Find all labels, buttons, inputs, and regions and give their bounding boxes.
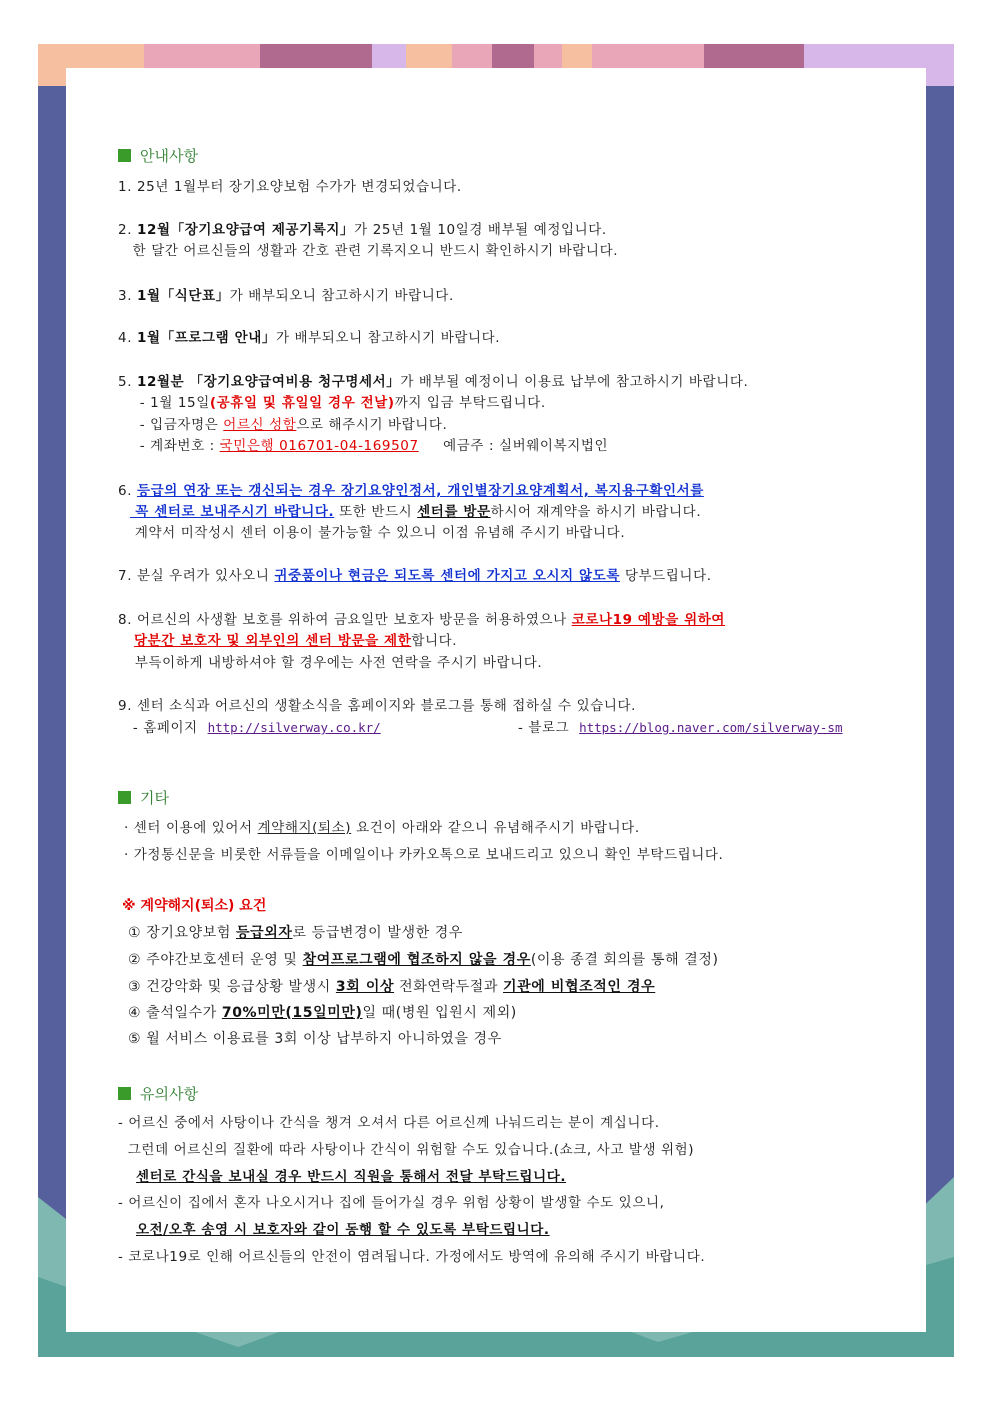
plain-text: 가 배부될 예정이니 이용료 납부에 참고하시기 바랍니다. [400,374,749,390]
blue-text: 꼭 센터로 보내주시기 바랍니다. [130,504,335,520]
red-text: 코로나19 예방을 위하여 [571,612,726,628]
termination-title: ※ 계약해지(퇴소) 요건 [122,898,267,914]
homepage-link[interactable]: http://silverway.co.kr/ [207,720,381,735]
notice-item-5-account [130,434,608,454]
bold-underlined-text: 참여프로그램에 협조하지 않을 경우 [302,952,531,968]
plain-text: ④ 출석일수가 [128,1005,222,1021]
bold-text: 12월「장기요양급여 제공기록지」 [136,222,355,238]
notice-item-2-line2: 한 달간 어르신들의 생활과 간호 관련 기록지오니 반드시 확인하시기 바랍니다. [118,243,619,259]
bold-underlined-text: 70%미만(15일미만) [221,1005,363,1021]
etc-line-1 [124,816,640,836]
green-square-icon [118,149,131,162]
plain-text: ② 주야간보호센터 운영 및 [128,952,303,968]
notice-item-1: 1. 25년 1월부터 장기요양보험 수가가 변경되었습니다. [118,179,462,195]
plain-text: 7. 분실 우려가 있사오니 [118,568,275,584]
notice-heading [118,145,198,166]
red-text: (공휴일 및 휴일일 경우 전날) [209,395,395,411]
etc-line-2: · 가정통신문을 비롯한 서류들을 이메일이나 카카오톡으로 보내드리고 있으니 확인 부탁드립니다. [124,847,724,863]
blog-row [518,716,842,736]
plain-text: · 센터 이용에 있어서 [124,820,258,836]
termination-condition-4 [128,1002,517,1022]
blue-text: 귀중품이나 현금은 되도록 센터에 가지고 오시지 않도록 [274,568,620,584]
plain-text: - 입금자명은 [130,417,224,433]
caution-heading [118,1083,198,1104]
red-underlined-text: 어르신 성함 [223,417,297,433]
green-square-icon [118,1087,131,1100]
plain-text: - 계좌번호 : [130,438,220,454]
notice-item-8-line2 [134,629,457,649]
plain-text: 합니다. [411,633,458,649]
plain-text: 가 배부되오니 참고하시기 바랍니다. [229,288,454,304]
notice-item-5 [118,370,748,390]
item-number: 4. [118,330,137,346]
plain-text: 8. 어르신의 사생활 보호를 위하여 금요일만 보호자 방문을 허용하였으나 [118,612,572,628]
homepage-row [128,716,381,736]
bold-text: 12월분 「장기요양급여비용 청구명세서」 [136,374,401,390]
plain-text: 하시어 재계약을 하시기 바랍니다. [490,504,702,520]
termination-condition-2 [128,949,719,969]
notice-item-4 [118,326,500,346]
caution-line-3: 센터로 간식을 보내실 경우 반드시 직원을 통해서 전달 부탁드립니다. [136,1169,567,1185]
notice-item-2 [118,218,607,238]
plain-text: 일 때(병원 입원시 제외) [362,1005,517,1021]
etc-heading-text: 기타 [140,789,169,807]
blog-link[interactable]: https://blog.naver.com/silverway-sm [579,720,843,735]
caution-heading-text: 유의사항 [140,1085,198,1103]
bold-underlined-text: 3회 이상 [335,979,395,995]
bold-underlined-text: 센터를 방문 [417,504,491,520]
caution-line-4: - 어르신이 집에서 혼자 나오시거나 집에 들어가실 경우 위험 상황이 발생할 수도 있으니, [118,1195,665,1211]
plain-text: 가 25년 1월 10일경 배부될 예정입니다. [354,222,607,238]
red-text: 당분간 보호자 및 외부인의 센터 방문을 제한 [134,633,412,649]
termination-condition-3 [128,976,655,996]
plain-text: 또한 반드시 [334,504,418,520]
plain-text: 까지 입금 부탁드립니다. [394,395,546,411]
underlined-text: 계약해지(퇴소) [257,820,352,836]
plain-text: 전화연락두절과 [394,979,504,995]
notice-item-5-deadline [130,391,546,411]
notice-item-9: 9. 센터 소식과 어르신의 생활소식을 홈페이지와 블로그를 통해 접하실 수 있습니다. [118,698,637,714]
blue-text: 등급의 연장 또는 갱신되는 경우 장기요양인정서, 개인별장기요양계획서, 복지용구확인서를 [136,483,704,499]
blog-label: - 블로그 [518,720,580,736]
caution-line-5: 오전/오후 송영 시 보호자와 같이 동행 할 수 있도록 부탁드립니다. [136,1222,550,1238]
notice-item-8-line3: 부득이하게 내방하셔야 할 경우에는 사전 연락을 주시기 바랍니다. [130,655,543,671]
plain-text: - 1월 15일 [130,395,210,411]
plain-text: 요건이 아래와 같으니 유념해주시기 바랍니다. [351,820,640,836]
termination-condition-1 [128,922,463,942]
notice-item-8 [118,608,725,628]
bold-text: 1월「식단표」 [136,288,230,304]
plain-text: 로 등급변경이 발생한 경우 [292,925,464,941]
item-number: 3. [118,288,137,304]
notice-item-6 [118,479,704,499]
notice-item-5-payer [130,413,447,433]
green-square-icon [118,791,131,804]
notice-item-6-line2 [130,500,701,520]
bold-underlined-text: 기관에 비협조적인 경우 [503,979,656,995]
plain-text: ③ 건강악화 및 응급상황 발생시 [128,979,336,995]
plain-text: 가 배부되오니 참고하시기 바랍니다. [275,330,501,346]
item-number: 2. [118,222,137,238]
termination-condition-5: ⑤ 월 서비스 이용료를 3회 이상 납부하지 아니하였을 경우 [128,1031,502,1047]
plain-text: 으로 해주시기 바랍니다. [296,417,448,433]
etc-heading [118,787,169,808]
plain-text: 당부드립니다. [619,568,712,584]
item-number: 6. [118,483,137,499]
caution-line-6: - 코로나19로 인해 어르신들의 안전이 염려됩니다. 가정에서도 방역에 유의해 주시기 바랍니다. [118,1249,706,1265]
plain-text: ① 장기요양보험 [128,925,236,941]
account-holder: 예금주 : 실버웨이복지법인 [418,438,609,454]
item-number: 5. [118,374,137,390]
notice-item-3 [118,284,454,304]
caution-line-2: 그런데 어르신의 질환에 따라 사탕이나 간식이 위험할 수도 있습니다.(쇼크, 사고 발생 위험) [118,1142,695,1158]
notice-item-7 [118,564,712,584]
plain-text: (이용 종결 회의를 통해 결정) [530,952,719,968]
bold-underlined-text: 등급외자 [236,925,293,941]
caution-line-1: - 어르신 중에서 사탕이나 간식을 챙겨 오셔서 다른 어르신께 나눠드리는 분이 계십니다. [118,1115,660,1131]
notice-item-6-line3: 계약서 미작성시 센터 이용이 불가능할 수 있으니 이점 유념해 주시기 바랍니다. [130,525,626,541]
bank-account: 국민은행 016701-04-169507 [219,438,419,454]
homepage-label: - 홈페이지 [128,720,208,736]
notice-heading-text: 안내사항 [140,147,198,165]
bold-text: 1월「프로그램 안내」 [136,330,276,346]
